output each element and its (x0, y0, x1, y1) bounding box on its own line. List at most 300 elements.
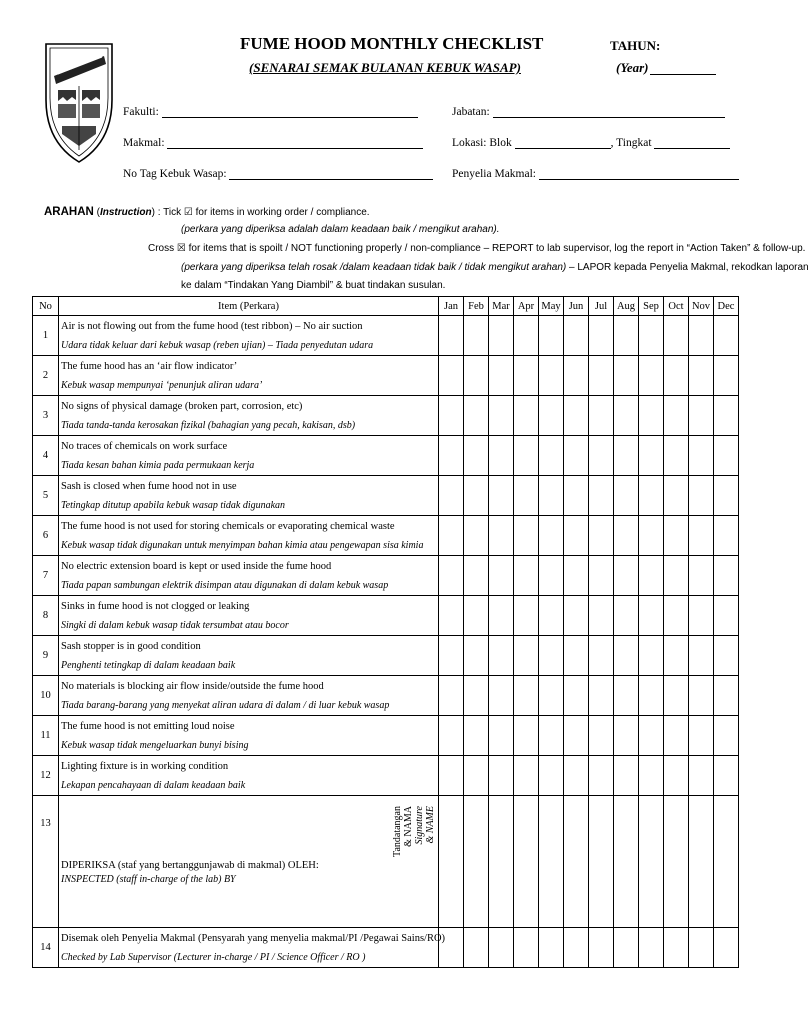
month-check-cell[interactable] (489, 316, 514, 356)
cross-box-icon: ☒ (176, 243, 186, 254)
month-check-cell[interactable] (589, 396, 614, 436)
item-text-malay: Tetingkap ditutup apabila kebuk wasap tidak digunakan (61, 499, 286, 511)
row-number: 14 (33, 928, 59, 968)
month-check-cell[interactable] (564, 596, 589, 636)
jabatan-field[interactable] (493, 105, 725, 118)
month-check-cell[interactable] (464, 516, 489, 556)
table-row (33, 436, 739, 476)
table-row (33, 716, 739, 756)
row-number: 13 (33, 796, 59, 928)
month-check-cell[interactable] (539, 356, 564, 396)
month-check-cell[interactable] (639, 716, 664, 756)
month-check-cell[interactable] (664, 636, 689, 676)
header-month: Jul (589, 297, 614, 316)
instructions-label-english: Instruction (99, 207, 152, 218)
month-check-cell[interactable] (564, 796, 589, 928)
tick-description: for items in working order / compliance. (195, 207, 370, 218)
month-check-cell[interactable] (589, 436, 614, 476)
instructions-cross-line (148, 243, 805, 254)
year-label: (Year) (616, 60, 649, 75)
month-check-cell[interactable] (439, 316, 464, 356)
checked-by-row (33, 928, 739, 968)
month-check-cell[interactable] (564, 556, 589, 596)
item-text-english: Sash is closed when fume hood not in use (61, 480, 237, 492)
tick-description-malay: (perkara yang diperiksa adalah dalam keadaan baik / mengikut arahan). (181, 224, 500, 235)
item-text-english: Air is not flowing out from the fume hood (test ribbon) – No air suction (61, 320, 363, 332)
cross-description-malay-italic: (perkara yang diperiksa telah rosak /dalam keadaan tidak baik / tidak mengikut arahan) (181, 262, 567, 273)
month-check-cell[interactable] (539, 316, 564, 356)
row-number: 2 (33, 356, 59, 396)
month-check-cell[interactable] (514, 476, 539, 516)
month-check-cell[interactable] (539, 516, 564, 556)
row-number: 1 (33, 316, 59, 356)
month-check-cell[interactable] (664, 928, 689, 968)
cross-description: for items that is spoilt / NOT functioning properly / non-compliance – REPORT to lab supervisor, log the report in “Action Taken” & follow-up. (188, 243, 806, 254)
makmal-field[interactable] (167, 136, 423, 149)
month-check-cell[interactable] (439, 516, 464, 556)
item-text-malay: Tiada kesan bahan kimia pada permukaan kerja (61, 459, 255, 471)
table-row (33, 636, 739, 676)
month-check-cell[interactable] (639, 928, 664, 968)
header-item: Item (Perkara) (59, 297, 439, 316)
fakulti-row (123, 105, 418, 118)
checked-by-english: Checked by Lab Supervisor (Lecturer in-charge / PI / Science Officer / RO ) (61, 951, 366, 963)
no-tag-row (123, 167, 433, 180)
month-check-cell[interactable] (614, 556, 639, 596)
month-check-cell[interactable] (639, 796, 664, 928)
item-text-malay: Penghenti tetingkap di dalam keadaan baik (61, 659, 236, 671)
month-check-cell[interactable] (664, 556, 689, 596)
item-text-english: No electric extension board is kept or used inside the fume hood (61, 560, 332, 572)
item-text-english: No materials is blocking air flow inside/outside the fume hood (61, 680, 324, 692)
month-check-cell[interactable] (514, 756, 539, 796)
month-check-cell[interactable] (539, 636, 564, 676)
month-check-cell[interactable] (464, 596, 489, 636)
table-row (33, 596, 739, 636)
month-check-cell[interactable] (464, 316, 489, 356)
row-number: 11 (33, 716, 59, 756)
month-check-cell[interactable] (664, 476, 689, 516)
month-check-cell[interactable] (639, 596, 664, 636)
signature-label-english-1: Signature (414, 806, 425, 845)
month-check-cell[interactable] (489, 676, 514, 716)
item-text-english: Sinks in fume hood is not clogged or leaking (61, 600, 250, 612)
month-check-cell[interactable] (689, 636, 714, 676)
month-check-cell[interactable] (489, 396, 514, 436)
month-check-cell[interactable] (689, 556, 714, 596)
header-month: Aug (614, 297, 639, 316)
month-check-cell[interactable] (564, 476, 589, 516)
month-check-cell[interactable] (589, 636, 614, 676)
penyelia-field[interactable] (539, 167, 739, 180)
header-month: May (539, 297, 564, 316)
item-text-english: Sash stopper is in good condition (61, 640, 201, 652)
month-check-cell[interactable] (464, 436, 489, 476)
header-month: Oct (664, 297, 689, 316)
month-check-cell[interactable] (664, 796, 689, 928)
item-text-malay: Singki di dalam kebuk wasap tidak tersumbat atau bocor (61, 619, 289, 631)
month-check-cell[interactable] (589, 928, 614, 968)
month-check-cell[interactable] (614, 316, 639, 356)
month-check-cell[interactable] (514, 636, 539, 676)
document-title: FUME HOOD MONTHLY CHECKLIST (240, 34, 544, 53)
month-check-cell[interactable] (614, 676, 639, 716)
item-text-malay: Kebuk wasap mempunyai ‘penunjuk aliran udara’ (61, 379, 263, 391)
month-check-cell[interactable] (564, 716, 589, 756)
header-month: Feb (464, 297, 489, 316)
signature-label (392, 806, 436, 918)
month-check-cell[interactable] (464, 928, 489, 968)
month-check-cell[interactable] (439, 476, 464, 516)
month-check-cell[interactable] (664, 316, 689, 356)
month-check-cell[interactable] (539, 556, 564, 596)
item-cell (59, 356, 439, 396)
month-check-cell[interactable] (464, 716, 489, 756)
month-check-cell[interactable] (689, 476, 714, 516)
month-check-cell[interactable] (589, 716, 614, 756)
item-text-malay: Kebuk wasap tidak mengeluarkan bunyi bising (61, 739, 249, 751)
row-number: 10 (33, 676, 59, 716)
month-check-cell[interactable] (689, 716, 714, 756)
month-check-cell[interactable] (439, 716, 464, 756)
row-number: 8 (33, 596, 59, 636)
no-tag-label: No Tag Kebuk Wasap: (123, 168, 227, 180)
month-check-cell[interactable] (514, 556, 539, 596)
row-number: 4 (33, 436, 59, 476)
table-row (33, 316, 739, 356)
month-check-cell[interactable] (639, 356, 664, 396)
table-row (33, 556, 739, 596)
header-month: Dec (714, 297, 739, 316)
month-check-cell[interactable] (689, 396, 714, 436)
signature-label-malay-1: Tandatangan (392, 806, 403, 857)
blok-field[interactable] (515, 136, 611, 149)
month-check-cell[interactable] (589, 676, 614, 716)
month-check-cell[interactable] (689, 316, 714, 356)
month-check-cell[interactable] (489, 556, 514, 596)
checked-by-cell (59, 928, 446, 968)
inspected-by-english: INSPECTED (staff in-charge of the lab) BY (61, 873, 236, 885)
item-text-english: No traces of chemicals on work surface (61, 440, 228, 452)
month-check-cell[interactable] (464, 636, 489, 676)
month-check-cell[interactable] (689, 796, 714, 928)
header-no: No (33, 297, 59, 316)
item-cell (59, 436, 439, 476)
table-row (33, 676, 739, 716)
month-check-cell[interactable] (714, 436, 739, 476)
month-check-cell[interactable] (689, 596, 714, 636)
month-check-cell[interactable] (614, 636, 639, 676)
item-text-english: Lighting fixture is in working condition (61, 760, 229, 772)
inspected-by-row (33, 796, 739, 928)
month-check-cell[interactable] (514, 396, 539, 436)
month-check-cell[interactable] (514, 356, 539, 396)
month-check-cell[interactable] (664, 436, 689, 476)
row-number: 12 (33, 756, 59, 796)
signature-label-english-2: & NAME (425, 806, 436, 844)
month-check-cell[interactable] (464, 476, 489, 516)
month-check-cell[interactable] (439, 356, 464, 396)
month-check-cell[interactable] (539, 676, 564, 716)
year-field[interactable] (650, 74, 716, 75)
month-check-cell[interactable] (489, 756, 514, 796)
month-check-cell[interactable] (589, 796, 614, 928)
header-month: Sep (639, 297, 664, 316)
month-check-cell[interactable] (539, 596, 564, 636)
table-header-row (33, 297, 739, 316)
month-check-cell[interactable] (439, 636, 464, 676)
month-check-cell[interactable] (489, 476, 514, 516)
item-cell (59, 756, 439, 796)
month-check-cell[interactable] (639, 756, 664, 796)
jabatan-row (452, 105, 725, 118)
month-check-cell[interactable] (689, 356, 714, 396)
month-check-cell[interactable] (614, 596, 639, 636)
month-check-cell[interactable] (589, 356, 614, 396)
lokasi-label: Lokasi: (452, 137, 487, 149)
row-number: 9 (33, 636, 59, 676)
signature-label-malay-2: & NAMA (403, 806, 414, 847)
tick-box-icon: ☑ (183, 207, 193, 218)
month-check-cell[interactable] (664, 716, 689, 756)
month-check-cell[interactable] (514, 516, 539, 556)
month-check-cell[interactable] (614, 716, 639, 756)
month-check-cell[interactable] (614, 396, 639, 436)
month-check-cell[interactable] (439, 596, 464, 636)
month-check-cell[interactable] (614, 796, 639, 928)
month-check-cell[interactable] (564, 756, 589, 796)
month-check-cell[interactable] (539, 436, 564, 476)
item-cell (59, 556, 439, 596)
month-check-cell[interactable] (714, 556, 739, 596)
month-check-cell[interactable] (464, 396, 489, 436)
item-text-english: The fume hood is not used for storing chemicals or evaporating chemical waste (61, 520, 395, 532)
month-check-cell[interactable] (589, 556, 614, 596)
month-check-cell[interactable] (664, 516, 689, 556)
document-subtitle: (SENARAI SEMAK BULANAN KEBUK WASAP) (249, 60, 521, 75)
instructions-label: ARAHAN (44, 206, 94, 218)
item-text-malay: Tiada papan sambungan elektrik disimpan atau digunakan di dalam kebuk wasap (61, 579, 389, 591)
item-text-english: The fume hood is not emitting loud noise (61, 720, 235, 732)
item-text-malay: Udara tidak keluar dari kebuk wasap (reben ujian) – Tiada penyedutan udara (61, 339, 374, 351)
tingkat-label: , Tingkat (610, 137, 652, 149)
header-month: Nov (689, 297, 714, 316)
month-check-cell[interactable] (464, 356, 489, 396)
month-check-cell[interactable] (439, 396, 464, 436)
month-check-cell[interactable] (589, 476, 614, 516)
item-cell (59, 396, 439, 436)
month-check-cell[interactable] (489, 716, 514, 756)
checklist-table (32, 296, 739, 968)
month-check-cell[interactable] (714, 756, 739, 796)
month-check-cell[interactable] (714, 396, 739, 436)
month-check-cell[interactable] (564, 928, 589, 968)
fakulti-label: Fakulti: (123, 106, 159, 118)
month-check-cell[interactable] (514, 716, 539, 756)
item-cell (59, 716, 439, 756)
university-crest-logo (44, 38, 114, 164)
checked-by-malay: Disemak oleh Penyelia Makmal (Pensyarah yang menyelia makmal/PI /Pegawai Sains/RO) (61, 932, 446, 944)
makmal-label: Makmal: (123, 137, 165, 149)
row-number: 3 (33, 396, 59, 436)
header-month: Jan (439, 297, 464, 316)
month-check-cell[interactable] (539, 396, 564, 436)
month-check-cell[interactable] (639, 396, 664, 436)
item-cell (59, 676, 439, 716)
month-check-cell[interactable] (689, 756, 714, 796)
month-check-cell[interactable] (539, 476, 564, 516)
month-check-cell[interactable] (539, 716, 564, 756)
month-check-cell[interactable] (464, 756, 489, 796)
month-check-cell[interactable] (514, 596, 539, 636)
month-check-cell[interactable] (614, 356, 639, 396)
month-check-cell[interactable] (489, 516, 514, 556)
table-row (33, 356, 739, 396)
item-text-malay: Lekapan pencahayaan di dalam keadaan baik (61, 779, 246, 791)
month-check-cell[interactable] (514, 316, 539, 356)
month-check-cell[interactable] (564, 356, 589, 396)
month-check-cell[interactable] (689, 928, 714, 968)
month-check-cell[interactable] (464, 556, 489, 596)
inspected-by-cell (59, 796, 439, 928)
month-check-cell[interactable] (664, 356, 689, 396)
month-check-cell[interactable] (689, 516, 714, 556)
month-check-cell[interactable] (564, 396, 589, 436)
month-check-cell[interactable] (689, 676, 714, 716)
tingkat-field[interactable] (654, 136, 730, 149)
month-check-cell[interactable] (439, 756, 464, 796)
table-row (33, 516, 739, 556)
no-tag-field[interactable] (229, 167, 433, 180)
month-check-cell[interactable] (564, 676, 589, 716)
month-check-cell[interactable] (489, 596, 514, 636)
item-text-malay: Tiada barang-barang yang menyekat aliran udara di dalam / di luar kebuk wasap (61, 699, 390, 711)
header-month: Mar (489, 297, 514, 316)
instructions-tick-line (44, 206, 370, 218)
month-check-cell[interactable] (714, 516, 739, 556)
month-check-cell[interactable] (514, 796, 539, 928)
row-number: 5 (33, 476, 59, 516)
month-check-cell[interactable] (489, 928, 514, 968)
month-check-cell[interactable] (639, 676, 664, 716)
item-text-malay: Kebuk wasap tidak digunakan untuk menyimpan bahan kimia atau pengewapan sisa kimia (61, 539, 424, 551)
month-check-cell[interactable] (714, 316, 739, 356)
month-check-cell[interactable] (489, 796, 514, 928)
month-check-cell[interactable] (614, 476, 639, 516)
header-month: Apr (514, 297, 539, 316)
month-check-cell[interactable] (464, 676, 489, 716)
month-check-cell[interactable] (539, 928, 564, 968)
cross-label: Cross (148, 243, 175, 254)
item-cell (59, 516, 439, 556)
month-check-cell[interactable] (489, 356, 514, 396)
table-row (33, 396, 739, 436)
month-check-cell[interactable] (489, 636, 514, 676)
month-check-cell[interactable] (664, 396, 689, 436)
month-check-cell[interactable] (514, 436, 539, 476)
month-check-cell[interactable] (714, 476, 739, 516)
table-row (33, 476, 739, 516)
month-check-cell[interactable] (639, 556, 664, 596)
month-check-cell[interactable] (714, 596, 739, 636)
month-check-cell[interactable] (564, 516, 589, 556)
month-check-cell[interactable] (514, 928, 539, 968)
month-check-cell[interactable] (514, 676, 539, 716)
month-check-cell[interactable] (639, 516, 664, 556)
cross-description-malay (181, 262, 809, 273)
month-check-cell[interactable] (664, 676, 689, 716)
month-check-cell[interactable] (439, 796, 464, 928)
month-check-cell[interactable] (664, 756, 689, 796)
month-check-cell[interactable] (564, 316, 589, 356)
month-check-cell[interactable] (564, 636, 589, 676)
month-check-cell[interactable] (639, 476, 664, 516)
penyelia-row (452, 167, 739, 180)
table-row (33, 756, 739, 796)
month-check-cell[interactable] (589, 516, 614, 556)
month-check-cell[interactable] (639, 316, 664, 356)
year-label-malay: TAHUN: (610, 38, 661, 53)
month-check-cell[interactable] (714, 676, 739, 716)
month-check-cell[interactable] (539, 756, 564, 796)
month-check-cell[interactable] (589, 756, 614, 796)
month-check-cell[interactable] (539, 796, 564, 928)
month-check-cell[interactable] (714, 796, 739, 928)
month-check-cell[interactable] (714, 928, 739, 968)
month-check-cell[interactable] (639, 436, 664, 476)
item-cell (59, 476, 439, 516)
month-check-cell[interactable] (639, 636, 664, 676)
item-cell (59, 636, 439, 676)
item-cell (59, 596, 439, 636)
month-check-cell[interactable] (714, 356, 739, 396)
lokasi-row (452, 136, 730, 149)
month-check-cell[interactable] (689, 436, 714, 476)
item-text-english: The fume hood has an ‘air flow indicator’ (61, 360, 238, 372)
month-check-cell[interactable] (564, 436, 589, 476)
month-check-cell[interactable] (489, 436, 514, 476)
cross-description-malay-rest: – LAPOR kepada Penyelia Makmal, rekodkan laporan (566, 262, 809, 273)
month-check-cell[interactable] (614, 436, 639, 476)
blok-label: Blok (489, 137, 512, 149)
item-text-malay: Tiada tanda-tanda kerosakan fizikal (bahagian yang pecah, kakisan, dsb) (61, 419, 356, 431)
header-month: Jun (564, 297, 589, 316)
instructions-tick-word: ) : Tick (151, 207, 182, 218)
month-check-cell[interactable] (614, 516, 639, 556)
month-check-cell[interactable] (439, 676, 464, 716)
instructions-paren-open: ( (96, 207, 100, 218)
inspected-by-malay: DIPERIKSA (staf yang bertanggunjawab di makmal) OLEH: (61, 859, 319, 871)
month-check-cell[interactable] (464, 796, 489, 928)
month-check-cell[interactable] (614, 756, 639, 796)
fakulti-field[interactable] (162, 105, 418, 118)
month-check-cell[interactable] (664, 596, 689, 636)
month-check-cell[interactable] (614, 928, 639, 968)
month-check-cell[interactable] (714, 716, 739, 756)
jabatan-label: Jabatan: (452, 106, 490, 118)
month-check-cell[interactable] (439, 436, 464, 476)
month-check-cell[interactable] (439, 556, 464, 596)
penyelia-label: Penyelia Makmal: (452, 168, 536, 180)
month-check-cell[interactable] (589, 596, 614, 636)
item-cell (59, 316, 439, 356)
month-check-cell[interactable] (589, 316, 614, 356)
row-number: 6 (33, 516, 59, 556)
item-text-english: No signs of physical damage (broken part, corrosion, etc) (61, 400, 303, 412)
makmal-row (123, 136, 423, 149)
month-check-cell[interactable] (714, 636, 739, 676)
row-number: 7 (33, 556, 59, 596)
